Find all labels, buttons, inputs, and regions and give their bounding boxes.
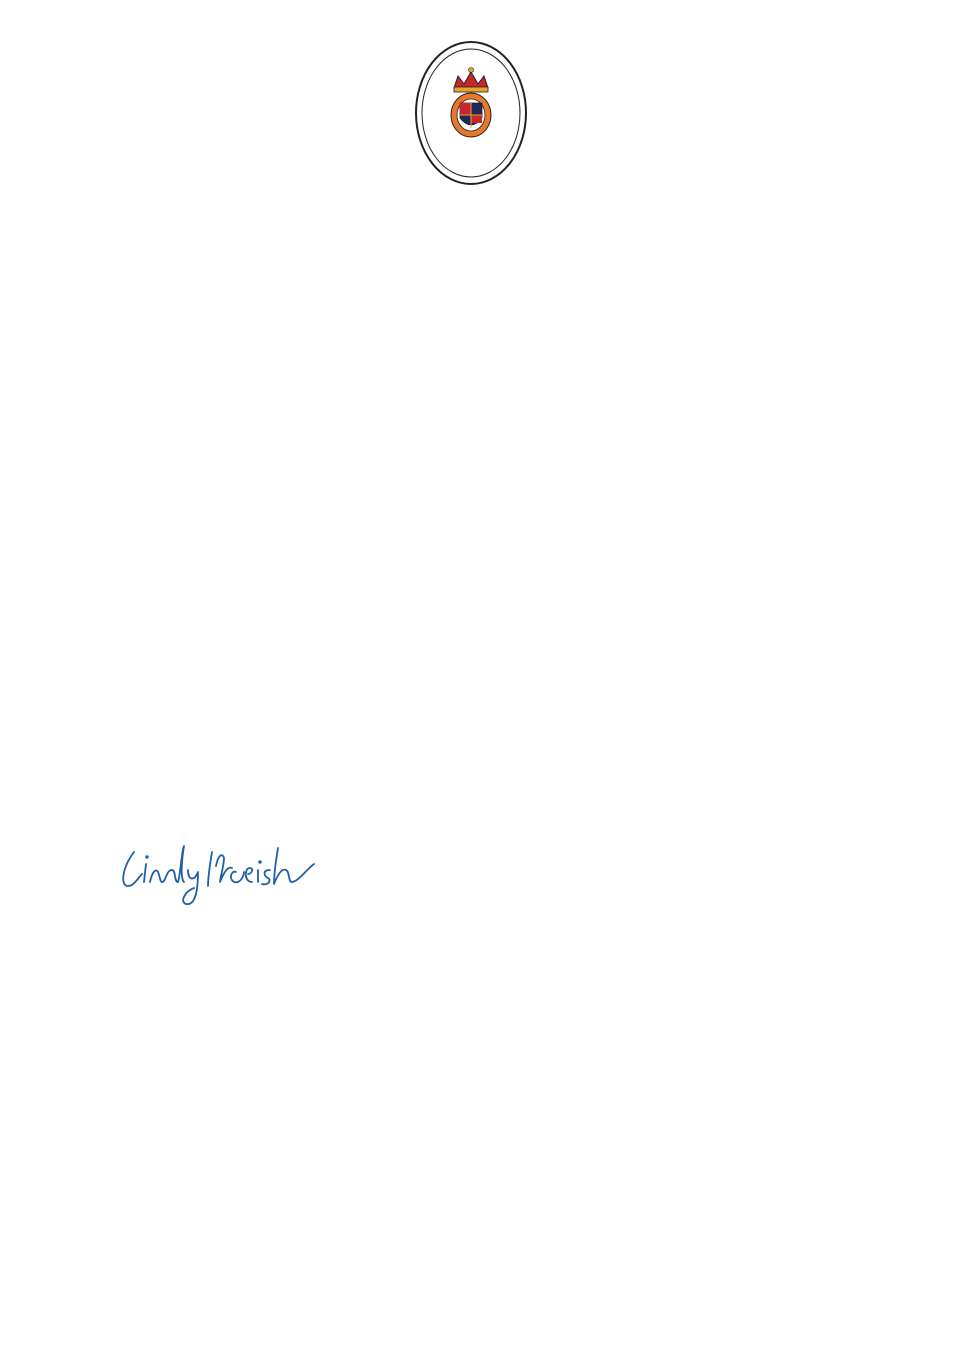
letter-body [116,417,846,426]
parliament-seal-icon [414,40,528,186]
handwritten-signature [112,838,332,916]
